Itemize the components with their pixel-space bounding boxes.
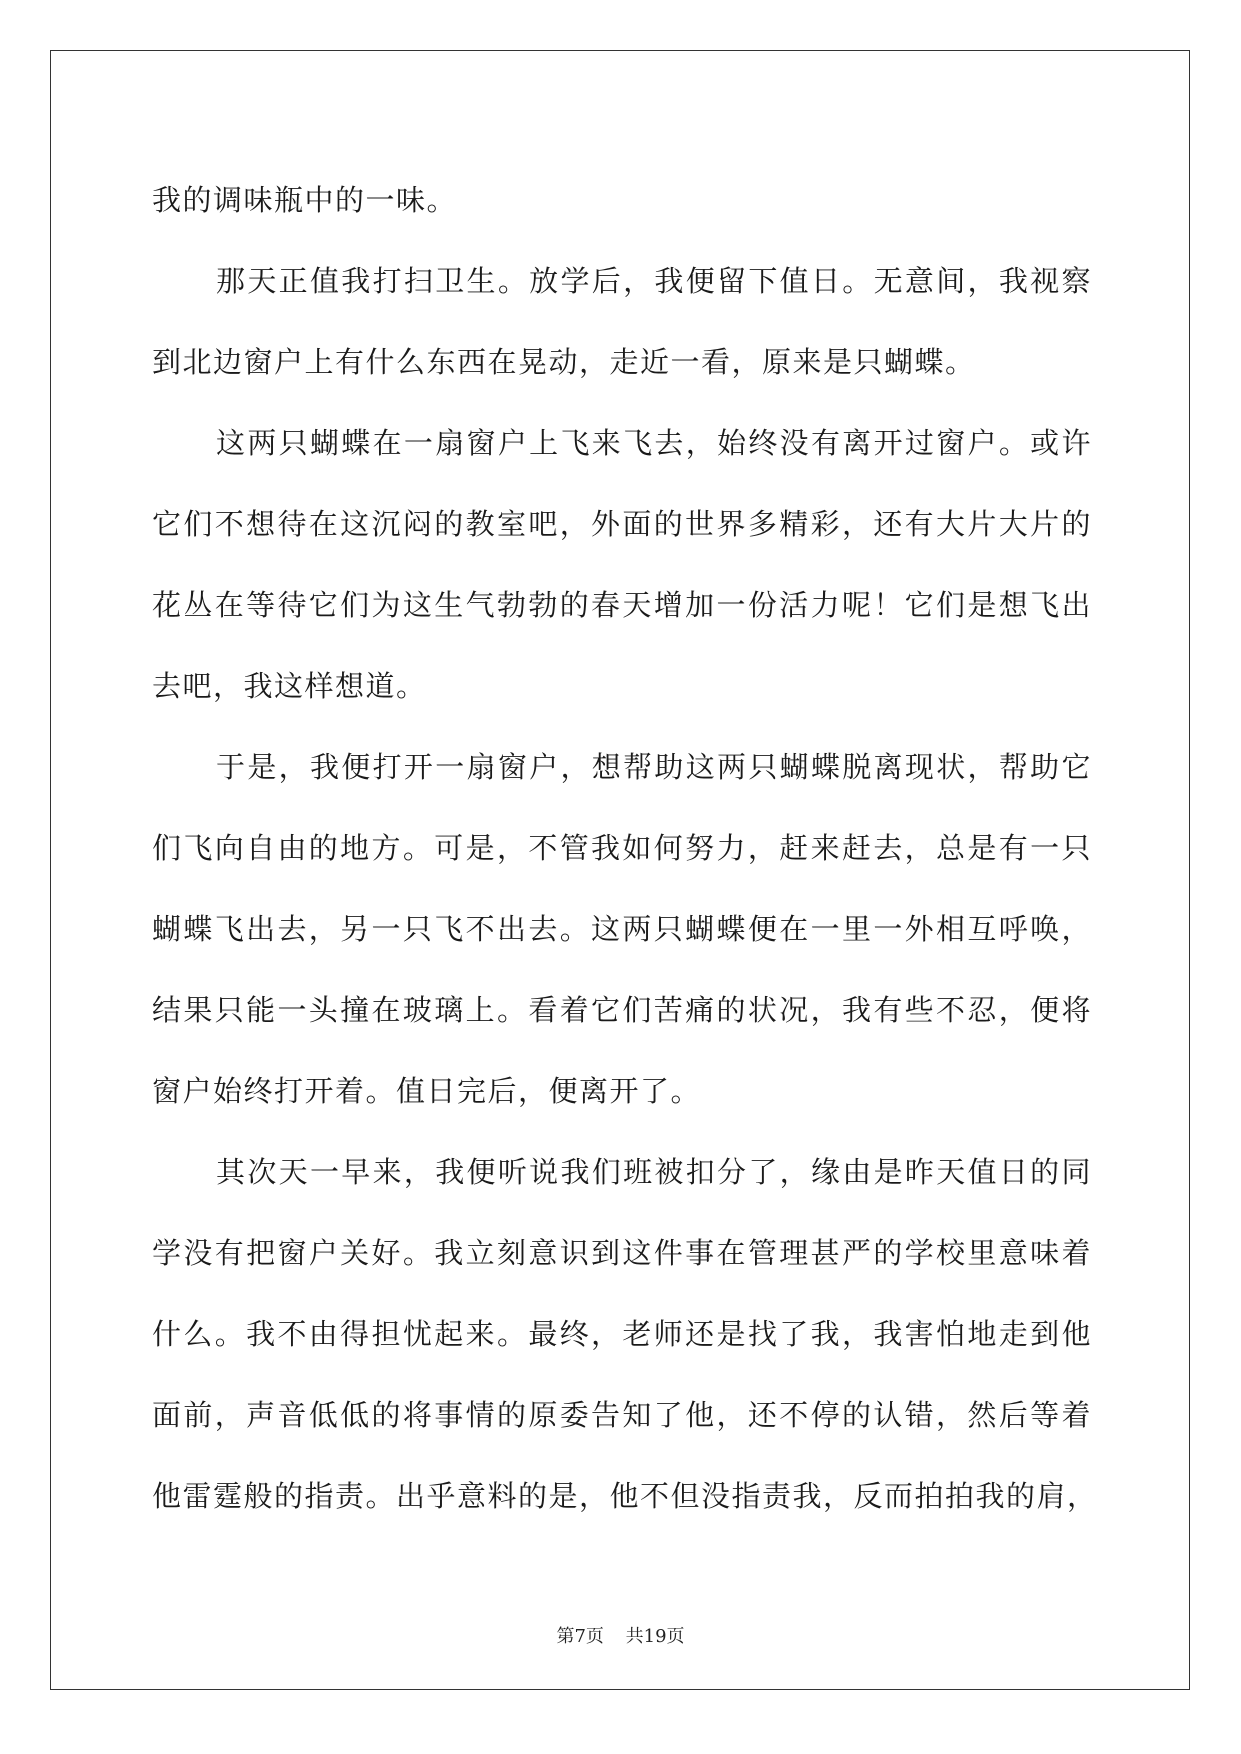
text-line: 学没有把窗户关好。我立刻意识到这件事在管理甚严的学校里意味着 [152, 1236, 1092, 1270]
text-line: 这两只蝴蝶在一扇窗户上飞来飞去，始终没有离开过窗户。或许 [216, 426, 1092, 460]
document-body [152, 160, 1098, 1537]
text-line: 什么。我不由得担忧起来。最终，老师还是找了我，我害怕地走到他 [152, 1317, 1092, 1351]
text-line: 面前，声音低低的将事情的原委告知了他，还不停的认错，然后等着 [152, 1398, 1092, 1432]
text-line: 其次天一早来，我便听说我们班被扣分了，缘由是昨天值日的同 [216, 1155, 1092, 1189]
text-line: 窗户始终打开着。值日完后，便离开了。 [152, 1074, 702, 1108]
text-line: 于是，我便打开一扇窗户，想帮助这两只蝴蝶脱离现状，帮助它 [216, 750, 1092, 784]
total-pages: 共19页 [625, 1626, 685, 1647]
text-line: 他雷霆般的指责。出乎意料的是，他不但没指责我，反而拍拍我的肩， [152, 1479, 1098, 1513]
text-line: 它们不想待在这沉闷的教室吧，外面的世界多精彩，还有大片大片的 [152, 507, 1092, 541]
page-number: 第7页 [556, 1626, 604, 1647]
page-footer [0, 1622, 1241, 1648]
text-line: 到北边窗户上有什么东西在晃动，走近一看，原来是只蝴蝶。 [152, 345, 976, 379]
text-line: 我的调味瓶中的一味。 [152, 183, 458, 217]
text-line: 那天正值我打扫卫生。放学后，我便留下值日。无意间，我视察 [216, 264, 1092, 298]
text-line: 去吧，我这样想道。 [152, 669, 427, 703]
text-line: 蝴蝶飞出去，另一只飞不出去。这两只蝴蝶便在一里一外相互呼唤， [152, 912, 1092, 946]
text-line: 花丛在等待它们为这生气勃勃的春天增加一份活力呢！它们是想飞出 [152, 588, 1092, 622]
text-line: 们飞向自由的地方。可是，不管我如何努力，赶来赶去，总是有一只 [152, 831, 1092, 865]
text-line: 结果只能一头撞在玻璃上。看着它们苦痛的状况，我有些不忍，便将 [152, 993, 1092, 1027]
